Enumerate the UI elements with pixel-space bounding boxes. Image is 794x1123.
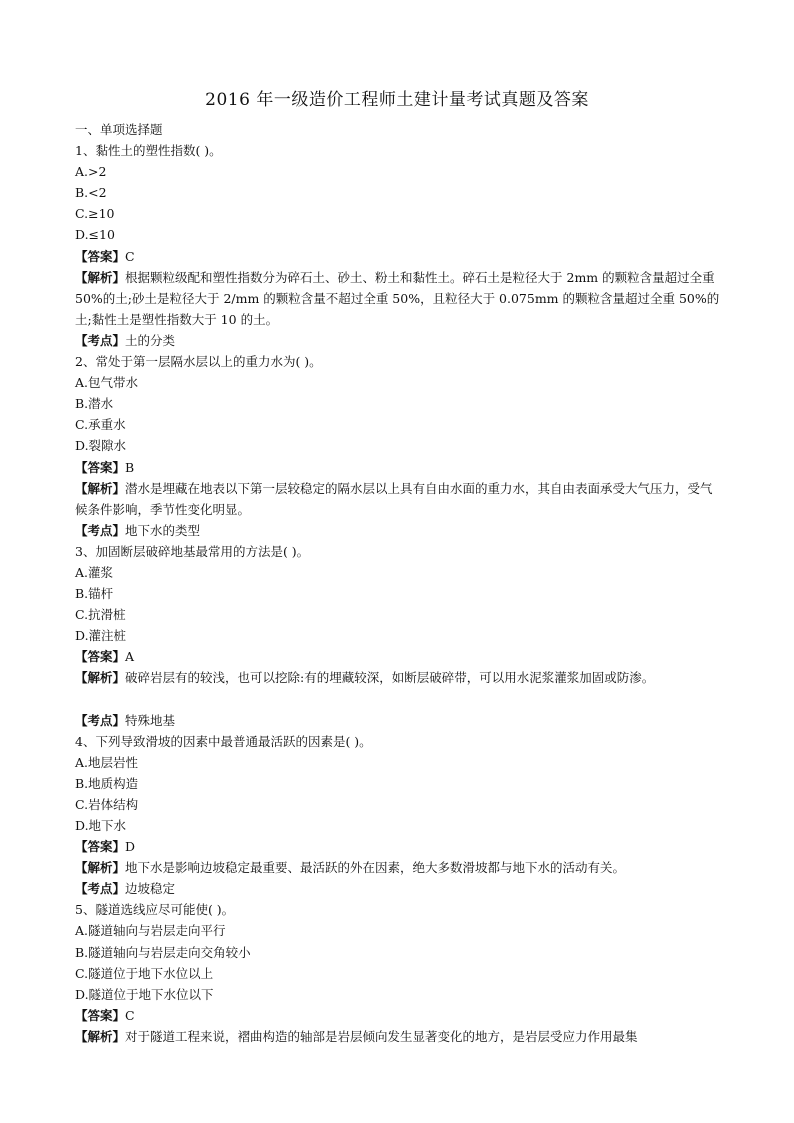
analysis-line [75, 478, 725, 520]
answer-line [75, 836, 725, 857]
answer-line [75, 457, 725, 478]
option-d: D.灌注桩 [75, 628, 127, 644]
answer-tag: 【答案】 [75, 1007, 126, 1023]
point-tag: 【考点】 [75, 881, 126, 897]
answer-line [75, 1005, 725, 1026]
question-stem: 2、常处于第一层隔水层以上的重力水为( )。 [75, 354, 322, 370]
analysis-tag: 【解析】 [75, 480, 126, 496]
option-b: B.<2 [75, 185, 107, 201]
answer-tag: 【答案】 [75, 839, 126, 855]
option-a: A.地层岩性 [75, 754, 139, 770]
option-b: B.地质构造 [75, 775, 139, 791]
document-title: 2016 年一级造价工程师土建计量考试真题及答案 [205, 90, 589, 110]
analysis-tag: 【解析】 [75, 269, 126, 285]
analysis-line [75, 857, 725, 878]
option-c: C.承重水 [75, 417, 126, 433]
answer-value: D [125, 839, 136, 855]
analysis-line [75, 667, 725, 688]
option-d: D.地下水 [75, 818, 127, 833]
answer-value: C [125, 1007, 135, 1023]
document-body [75, 119, 725, 1047]
option-b: B.潜水 [75, 396, 114, 412]
point-tag: 【考点】 [75, 332, 126, 348]
answer-tag: 【答案】 [75, 649, 126, 665]
point-line [75, 710, 725, 731]
analysis-text: 潜水是埋藏在地表以下第一层较稳定的隔水层以上具有自由水面的重力水，其自由表面承受大气压力，受气候条件影响，季节性变化明显。 [75, 480, 713, 517]
option-a: A.灌浆 [75, 564, 114, 580]
option-c: C.隧道位于地下水位以上 [75, 965, 214, 981]
analysis-line [75, 267, 725, 330]
option-a: A.包气带水 [75, 375, 139, 391]
analysis-text: 对于隧道工程来说，褶曲构造的轴部是岩层倾向发生显著变化的地方，是岩层受应力作用最集 [125, 1028, 638, 1044]
option-b: B.锚杆 [75, 586, 114, 602]
option-a: A.隧道轴向与岩层走向平行 [75, 923, 226, 939]
point-text: 特殊地基 [125, 712, 176, 728]
point-line [75, 520, 725, 541]
analysis-tag: 【解析】 [75, 860, 126, 876]
option-a: A.>2 [75, 164, 107, 180]
section-heading: 一、单项选择题 [75, 122, 163, 137]
option-c: C.岩体结构 [75, 796, 139, 812]
answer-value: C [125, 248, 135, 264]
question-stem: 3、加固断层破碎地基最常用的方法是( )。 [75, 543, 310, 559]
point-tag: 【考点】 [75, 712, 126, 728]
point-text: 地下水的类型 [125, 522, 201, 538]
option-b: B.隧道轴向与岩层走向交角较小 [75, 944, 251, 960]
question-stem: 4、下列导致滑坡的因素中最普通最活跃的因素是( )。 [75, 733, 372, 749]
answer-line [75, 246, 725, 267]
answer-value: B [125, 459, 135, 475]
analysis-text: 地下水是影响边坡稳定最重要、最活跃的外在因素，绝大多数滑坡都与地下水的活动有关。 [125, 860, 626, 876]
point-line [75, 878, 725, 899]
analysis-tag: 【解析】 [75, 1028, 126, 1044]
option-d: D.裂隙水 [75, 438, 127, 454]
answer-line [75, 646, 725, 667]
analysis-tag: 【解析】 [75, 670, 126, 686]
option-d: D.≤10 [75, 227, 115, 243]
point-line [75, 330, 725, 351]
analysis-text: 破碎岩层有的较浅，也可以挖除:有的埋藏较深，如断层破碎带，可以用水泥浆灌浆加固或防渗。 [125, 670, 655, 686]
answer-tag: 【答案】 [75, 459, 126, 475]
answer-tag: 【答案】 [75, 248, 126, 264]
question-stem: 5、隧道选线应尽可能使( )。 [75, 902, 235, 918]
answer-value: A [125, 649, 135, 665]
question-stem: 1、黏性土的塑性指数( )。 [75, 143, 222, 159]
analysis-line [75, 1026, 725, 1047]
blank-line [75, 689, 725, 710]
option-c: C.抗滑桩 [75, 607, 126, 623]
point-tag: 【考点】 [75, 522, 126, 538]
point-text: 边坡稳定 [125, 881, 176, 897]
analysis-text: 根据颗粒级配和塑性指数分为碎石土、砂土、粉土和黏性土。碎石土是粒径大于 2mm 的颗粒含量超过全重 50%的土;砂土是粒径大于 2/mm 的颗粒含量不超过全重 50%，且粒径大于 0.075mm 的颗粒含量超过全重 50%的土;黏性土是塑性指数大于 10 的土。 [75, 269, 720, 327]
point-text: 土的分类 [125, 332, 176, 348]
option-c: C.≥10 [75, 206, 115, 222]
option-d: D.隧道位于地下水位以下 [75, 986, 214, 1002]
